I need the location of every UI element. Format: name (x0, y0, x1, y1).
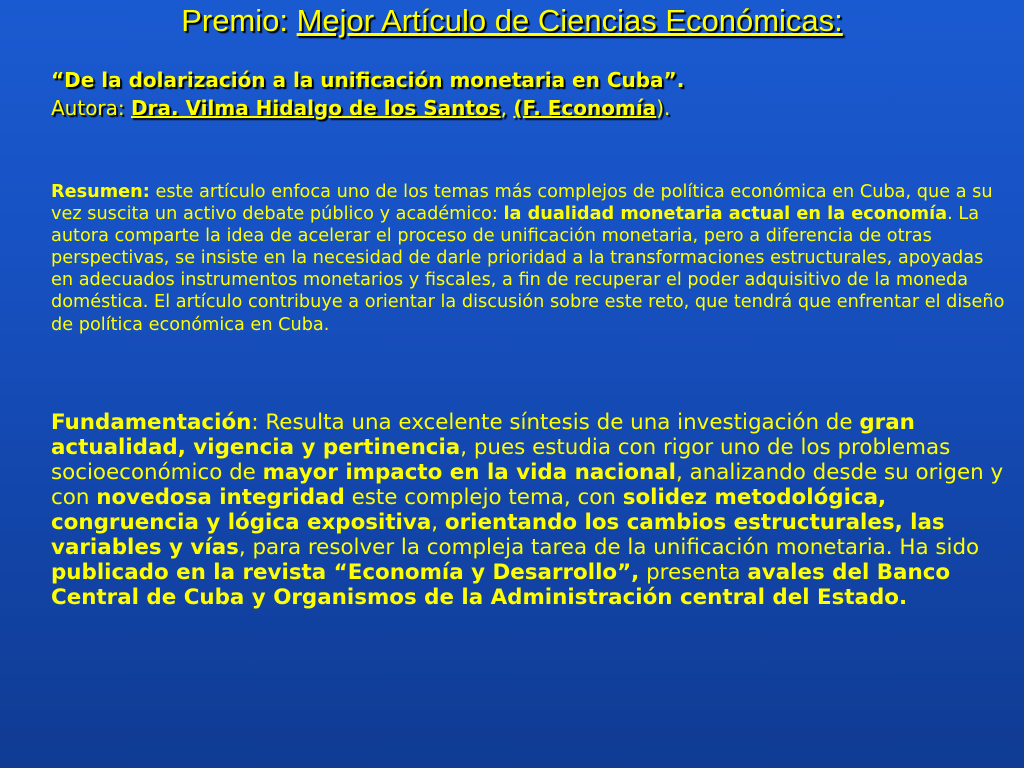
summary-text-1: este artículo enfoca uno de los temas más complejos de política económica en Cuba, que a su vez suscita un activo debate público y académico: (51, 182, 993, 225)
fundamentacion-label: Fundamentación (51, 410, 252, 435)
article-info (51, 66, 1011, 122)
summary-section (51, 181, 1006, 336)
fundamentacion-paragraph (51, 410, 1016, 610)
fund-text-2: , pues estudia con rigor uno de los problemas socioeconómico de (51, 435, 951, 485)
slide-title (0, 2, 1024, 40)
title-emphasis: Mejor Artículo de Ciencias Económicas: (296, 3, 843, 38)
article-title: “De la dolarización a la unificación monetaria en Cuba”. (51, 68, 685, 92)
fund-bold-1: gran actualidad, vigencia y pertinencia (51, 410, 915, 460)
fund-text-7: presenta (639, 560, 748, 585)
summary-label: Resumen: (51, 182, 150, 202)
author-affiliation: (F. Economía (513, 96, 657, 120)
fund-text-3: , analizando desde su origen y con (51, 460, 1004, 510)
author-line (51, 94, 1011, 122)
author-name: Dra. Vilma Hidalgo de los Santos (131, 96, 501, 120)
title-prefix: Premio: (181, 3, 297, 38)
fundamentacion-section (51, 410, 1016, 610)
fund-bold-6: publicado en la revista “Economía y Desarrollo”, (51, 560, 640, 585)
summary-bold-1: la dualidad monetaria actual en la economía (503, 204, 948, 225)
fund-text-5: , (431, 510, 445, 535)
fund-bold-3: novedosa integridad (96, 485, 345, 510)
fund-bold-4: solidez metodológica, congruencia y lógica expositiva (51, 485, 887, 535)
fund-bold-5: orientando los cambios estructurales, las variables y vías (51, 510, 945, 560)
summary-text-2: . La autora comparte la idea de acelerar el proceso de unificación monetaria, pero a diferencia de otras perspectivas, se insiste en la necesidad de darle prioridad a la transformaciones estructurales, apoyadas en adecuados instrumentos monetarios y fiscales, a fin de recuperar el poder adquisitivo de la moneda doméstica. El artículo contribuye a orientar la discusión sobre este reto, que tendrá que enfrentar el diseño de política económica en Cuba. (51, 204, 1005, 335)
fund-text-6: , para resolver la compleja tarea de la unificación monetaria. Ha sido (238, 535, 980, 560)
summary-paragraph (51, 181, 1006, 336)
fund-bold-2: mayor impacto en la vida nacional (262, 460, 676, 485)
author-close: ). (656, 96, 671, 120)
author-separator: , (500, 96, 514, 120)
fund-text-1: : Resulta una excelente síntesis de una investigación de (251, 410, 860, 435)
fund-bold-7: avales del Banco Central de Cuba y Organismos de la Administración central del Estado. (51, 560, 951, 610)
author-label: Autora: (51, 96, 132, 120)
fund-text-4: este complejo tema, con (344, 485, 623, 510)
